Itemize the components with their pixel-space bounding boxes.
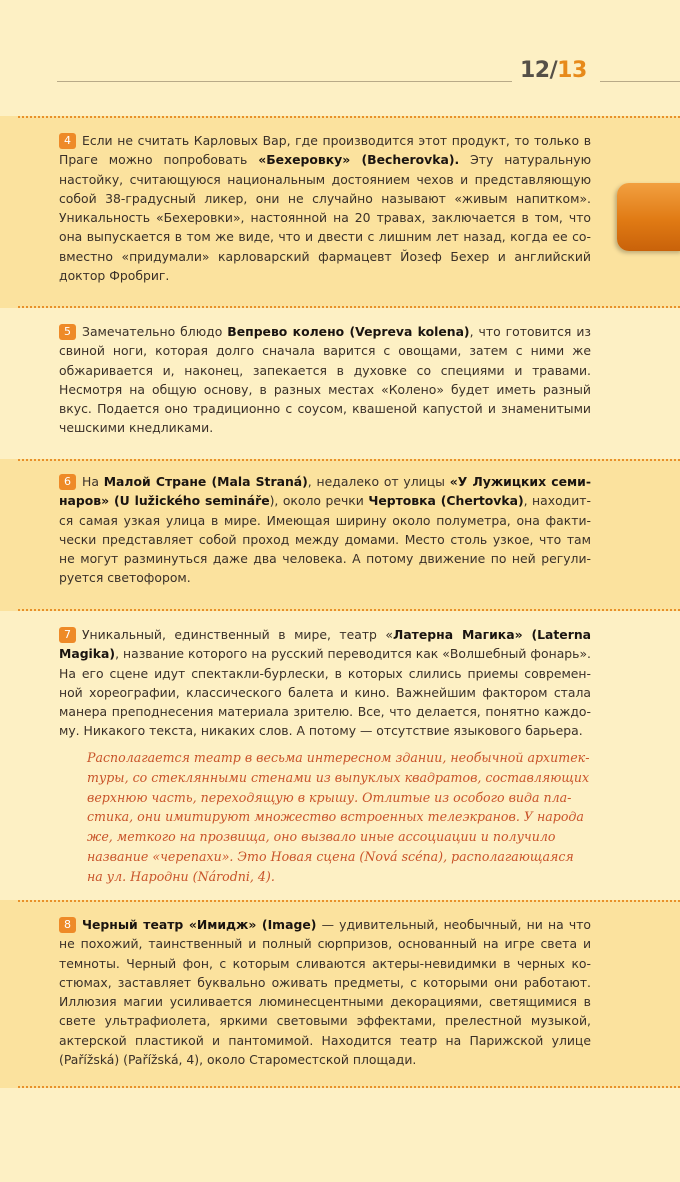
entry-7 [0, 613, 680, 893]
page-number [520, 58, 600, 83]
dotted-border [18, 306, 680, 308]
entry-number-badge: 7 [59, 627, 76, 643]
entry-4-text [59, 131, 591, 285]
entry-highlight: Малой Стране (Mala Straná) [103, 474, 308, 489]
dotted-border [18, 459, 680, 461]
entry-text: — удивительный, необычный, ни на что не похожий, таинственный и полный сюрпризов, основанный на игре света и темноты. Черный фон, с которым сливаются актеры-невидимки в черных костюмах, заставляет буквально оживать предметы, с которыми они работают. Иллюзия магии усиливается люминесцентными декорациями, светящимися в свете ультрафиолета, яркими световыми эффектами, прелестной музыкой, актерской пластикой и пантомимой. Находится театр на Парижской улице (Pařížská) (Pařížská, 4), около Староместской площади. [59, 917, 591, 1068]
entry-highlight: Латерна Магика» (Laterna Magika) [59, 627, 592, 662]
entry-7-aside: Располагается театр в весьма интересном здании, необычной архитектуры, со стеклянными стенами из выпуклых квадратов, составляющих верхнюю часть, переходящую в крышу. Отлитые из особого вида пластика, они имитируют множество встроенных телеэкранов. У народа же, меткого на прозвища, оно вызвало иные ассоциации и получило название «черепахи». Это Новая сцена (Nová scéna), располагающаяся на ул. Народни (Národni, 4). [87, 750, 590, 884]
entry-5-text [59, 322, 591, 438]
entry-6-text [59, 472, 591, 588]
entry-highlight: Черный театр «Имидж» (Image) [82, 917, 317, 932]
entry-text: , название которого на русский переводится как «Волшебный фонарь». На его сцене идут спектакли-бурлески, в которых слились приемы современной хореографии, классического балета и кино. Важнейшим фактором стала манера преподнесения материала зрителю. Все, что делается, понятно каждому. Никакого текста, никаких слов. А потому — отсутствие языкового барьера. [59, 646, 591, 739]
header-rule [57, 81, 512, 82]
entry-text: Замечательно блюдо [82, 324, 228, 339]
entry-7-text [59, 625, 591, 741]
entry-number-badge: 8 [59, 917, 76, 933]
entry-highlight: Вепрево колено (Vepreva kolena) [227, 324, 470, 339]
entry-8-box [0, 900, 680, 1088]
entry-text: , находится самая узкая улица в мире. Имеющая ширину около полуметра, она фактически представляет собой проход между домами. Место столь узкое, что там не могут разминуться даже два человека. А потому движение по ней регулируется светофором. [59, 493, 591, 586]
entry-text: , что готовится из свиной ноги, которая долго сначала варится с овощами, затем с ними же обжаривается и, наконец, запекается в духовке со специями и травами. Несмотря на общую основу, в разных местах «Колено» будет иметь разный вкус. Подается оно традиционно с соусом, квашеной капустой и знаменитыми чешскими кнедликами. [59, 324, 591, 436]
dotted-border [18, 609, 680, 611]
entry-5 [0, 310, 680, 448]
entry-text: Уникальный, единственный в мире, театр « [82, 627, 394, 642]
dotted-border [18, 900, 680, 902]
entry-text: , недалеко от улицы [307, 474, 450, 489]
entry-highlight: «У Лужицких семинаров» (U lužického semináře [59, 474, 591, 509]
page-separator: / [549, 58, 558, 83]
dotted-border [18, 116, 680, 118]
entry-text: ), около речки [269, 493, 369, 509]
chapter-tab [617, 183, 680, 251]
entry-4-box [0, 116, 680, 308]
entry-highlight: Чертовка (Chertovka) [368, 493, 524, 509]
entry-8-text [59, 915, 591, 1069]
entry-number-badge: 4 [59, 133, 76, 149]
entry-number-badge: 6 [59, 474, 76, 490]
dotted-border [18, 1086, 680, 1088]
entry-text: Эту натуральную настойку, считающуюся национальным достоянием чехов и представляющую собой 38-градусный ликер, они не случайно называют «живым напитком». Уникальность «Бехеровки», настоянной на 20 травах, заключается в том, что она выпускается в том же виде, что и двести с лишним лет назад, когда ее совместно «придумали» карловарский фармацевт Йозеф Бехер и английский доктор Фробриг. [59, 152, 591, 284]
entry-number-badge: 5 [59, 324, 76, 340]
entry-text: На [82, 474, 104, 489]
entry-text: Если не считать Карловых Вар, где производится этот продукт, то только в Праге можно попробовать [59, 133, 591, 168]
entry-6-box [0, 459, 680, 611]
entry-highlight: «Бехеровку» (Becherovka). [258, 152, 460, 168]
header-rule-right [600, 81, 680, 82]
page-total: 13 [557, 58, 587, 83]
page-current: 12 [520, 58, 550, 83]
